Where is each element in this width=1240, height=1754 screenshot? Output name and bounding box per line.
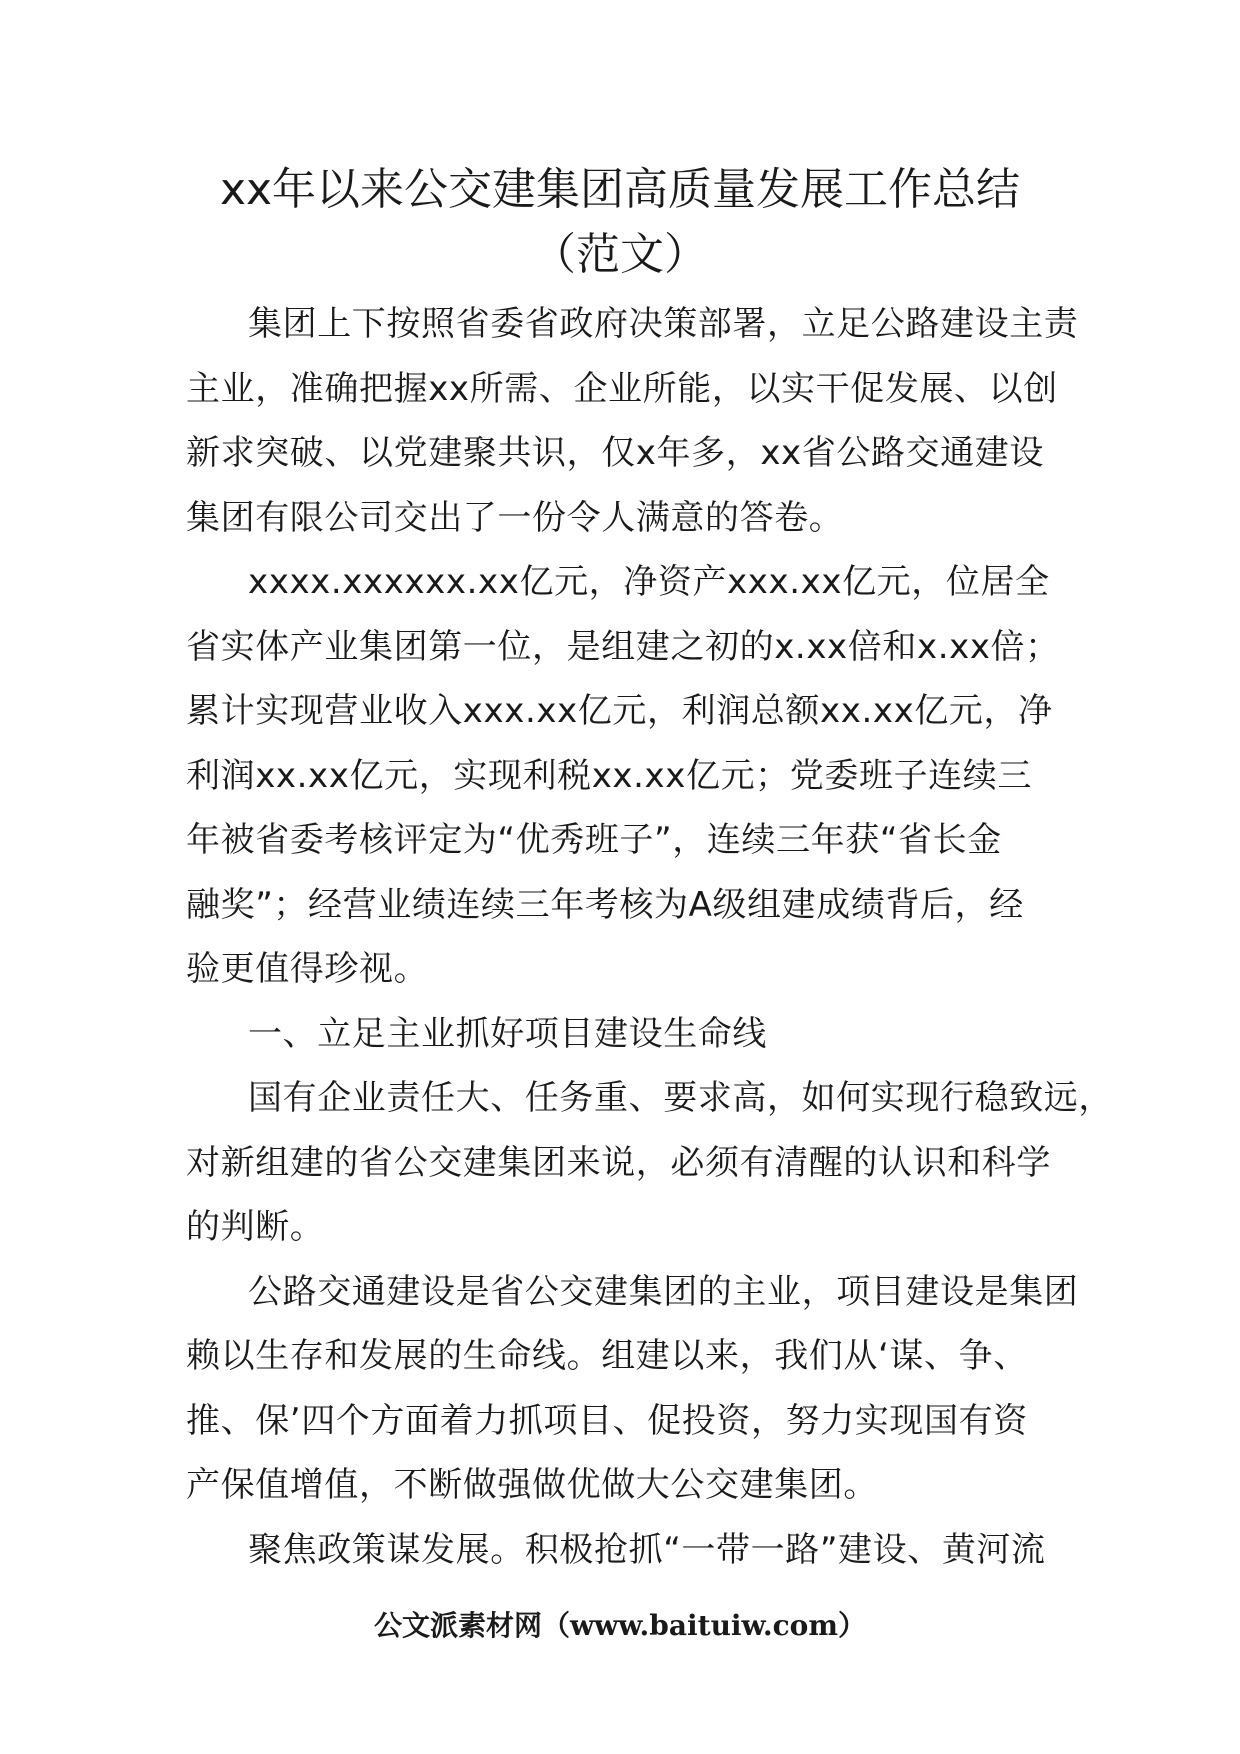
footer-watermark: 公文派素材网（www.baituiw.com）	[374, 1609, 866, 1642]
text-line: 新求突破、以党建聚共识，仅x年多，xx省公路交通建设	[186, 433, 1044, 473]
text-line: 的判断。	[186, 1207, 325, 1247]
paragraph-main-business	[186, 1260, 1106, 1518]
text-line: 验更值得珍视。	[186, 949, 429, 989]
text-line: 融奖”；经营业绩连续三年考核为A级组建成绩背后，经	[186, 884, 1024, 925]
paragraph-figures	[186, 550, 1106, 1002]
paragraph-policy	[186, 1518, 1106, 1583]
text-line: 推、保’四个方面着力抓项目、促投资，努力实现国有资	[186, 1400, 1028, 1441]
text-line: 聚焦政策谋发展。积极抢抓“一带一路”建设、黄河流	[248, 1529, 1046, 1570]
text-line: 集团上下按照省委省政府决策部署，立足公路建设主责	[248, 304, 1079, 344]
document-body	[186, 292, 1113, 1582]
text-line: 产保值增值，不断做强做优做大公交建集团。	[186, 1465, 878, 1505]
text-line: 公路交通建设是省公交建集团的主业，项目建设是集团	[248, 1271, 1079, 1312]
text-line: 累计实现营业收入xxx.xx亿元，利润总额xx.xx亿元，净	[186, 691, 1053, 731]
text-line: 对新组建的省公交建集团来说，必须有清醒的认识和科学	[186, 1142, 1051, 1183]
document-title: xx年以来公交建集团高质量发展工作总结	[219, 164, 1021, 215]
text-line: 省实体产业集团第一位，是组建之初的x.xx倍和x.xx倍；	[186, 626, 1060, 667]
text-line: 集团有限公司交出了一份令人满意的答卷。	[186, 497, 844, 538]
paragraph-intro	[186, 292, 1106, 550]
text-line: 赖以生存和发展的生命线。组建以来，我们从‘谋、争、	[186, 1336, 1028, 1376]
text-line: xxxx.xxxxxx.xx亿元，净资产xxx.xx亿元，位居全	[248, 562, 1050, 602]
paragraph-responsibility	[186, 1066, 1113, 1260]
text-line: 年被省委考核评定为“优秀班子”，连续三年获“省长金	[186, 820, 1002, 860]
document-subtitle: （范文）	[532, 229, 708, 280]
text-line: 主业，准确把握xx所需、企业所能，以实干促发展、以创	[186, 368, 1058, 409]
text-line: 国有企业责任大、任务重、要求高，如何实现行稳致远，	[248, 1078, 1113, 1118]
text-line: 一、立足主业抓好项目建设生命线	[248, 1013, 767, 1054]
text-line: 利润xx.xx亿元，实现利税xx.xx亿元；党委班子连续三	[186, 755, 1032, 796]
section-heading	[186, 1002, 1106, 1067]
